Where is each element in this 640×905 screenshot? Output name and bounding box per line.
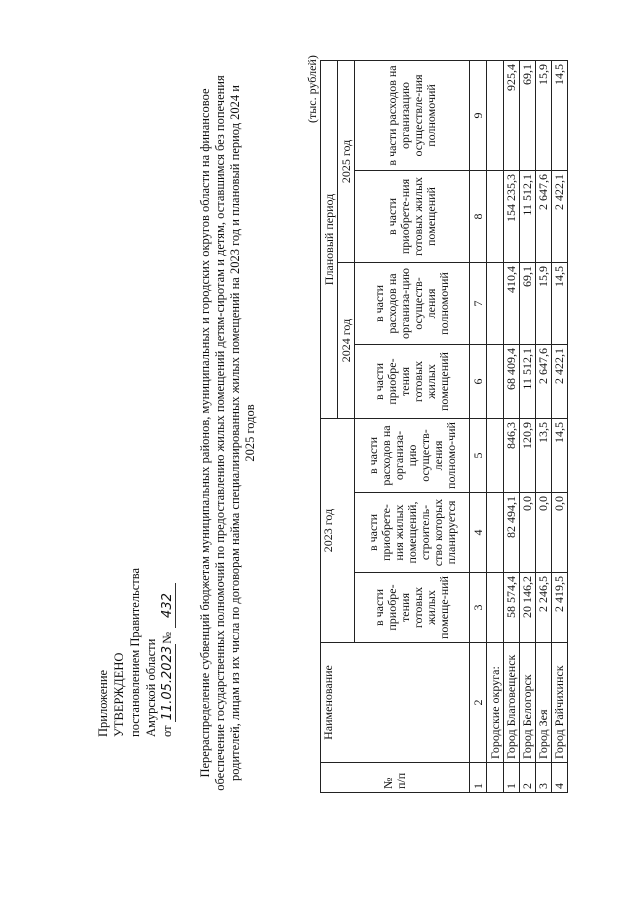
approval-date: 11.05.2023	[160, 645, 175, 721]
header-num: № п/п	[321, 763, 470, 793]
approval-number: 432	[160, 583, 176, 628]
cell-value: 2 246,5	[536, 573, 552, 643]
resolution-label: постановлением Правительства	[128, 567, 142, 737]
col-number: 8	[470, 171, 487, 263]
title-line-2: обеспечение государственных полномочий по предоставлению жилых помещений детям-сиротам и детям, оставшимся без попечения	[213, 75, 227, 791]
group-row	[487, 60, 504, 792]
cell-value: 846,3	[504, 419, 520, 493]
cell-value: 154 235,3	[504, 171, 520, 263]
header-col-8: в части приобрете-ния готовых жилых помещений	[355, 171, 470, 263]
header-col-9: в части расходов на организацию осуществле-ния полномочий	[355, 60, 470, 170]
header-name: Наименование	[321, 643, 470, 763]
table-row	[520, 60, 536, 792]
title-line-3: родителей, лицам из их числа по договорам найма специализированных жилых помещений на 2023 год и плановый период 2024 и	[228, 85, 242, 782]
region-label: Амурской области	[144, 638, 158, 737]
number-label: №	[160, 631, 174, 644]
cell-value: 2 422,1	[552, 171, 568, 263]
approved-label: УТВЕРЖДЕНО	[112, 652, 126, 737]
cell-value: 14,5	[552, 60, 568, 170]
cell-value: 68 409,4	[504, 345, 520, 419]
cell-value: 2 422,1	[552, 345, 568, 419]
title-line-1: Перераспределение субвенций бюджетам муниципальных районов, муниципальных и городских округов области на финансовое	[198, 88, 212, 778]
table-row	[536, 60, 552, 792]
row-num: 4	[552, 763, 568, 793]
cell-value: 120,9	[520, 419, 536, 493]
cell-value: 58 574,4	[504, 573, 520, 643]
table-row	[504, 60, 520, 792]
table-row	[552, 60, 568, 792]
col-number: 6	[470, 345, 487, 419]
header-2023: 2023 год	[321, 419, 355, 643]
cell-value: 13,5	[536, 419, 552, 493]
header-2024: 2024 год	[338, 263, 355, 419]
approval-block	[95, 507, 176, 737]
subsidy-table	[320, 60, 568, 793]
header-row-1	[321, 60, 338, 792]
cell-value: 14,5	[552, 263, 568, 345]
header-col-3: в части приобре-тения готовых жилых помеще-ний	[355, 573, 470, 643]
cell-value: 69,1	[520, 60, 536, 170]
cell-value: 2 647,6	[536, 171, 552, 263]
cell-value: 82 494,1	[504, 493, 520, 573]
header-col-6: в части приобре-тения готовых жилых помещений	[355, 345, 470, 419]
cell-value: 14,5	[552, 419, 568, 493]
header-plan-period: Плановый период	[321, 60, 338, 418]
col-number: 7	[470, 263, 487, 345]
cell-value: 410,4	[504, 263, 520, 345]
column-number-row	[470, 60, 487, 792]
col-number: 1	[470, 763, 487, 793]
document-title	[198, 73, 258, 793]
row-name: Город Белогорск	[520, 643, 536, 763]
cell-value: 0,0	[520, 493, 536, 573]
row-name: Город Райчихинск	[552, 643, 568, 763]
title-line-4: 2025 годов	[243, 404, 257, 462]
cell-value: 2 647,6	[536, 345, 552, 419]
cell-value: 925,4	[504, 60, 520, 170]
cell-value: 0,0	[552, 493, 568, 573]
cell-value: 11 512,1	[520, 171, 536, 263]
approval-date-line	[159, 507, 176, 737]
row-name: Город Благовещенск	[504, 643, 520, 763]
row-num: 2	[520, 763, 536, 793]
header-col-4: в части приобрете-ния жилых помещений, строитель-ство которых планируется	[355, 493, 470, 573]
col-number: 5	[470, 419, 487, 493]
col-number: 2	[470, 643, 487, 763]
row-num: 1	[504, 763, 520, 793]
header-col-7: в части расходов на организа-цию осуществ-ления полномочий	[355, 263, 470, 345]
cell-value: 11 512,1	[520, 345, 536, 419]
group-label: Городские округа:	[487, 643, 504, 763]
col-number: 4	[470, 493, 487, 573]
cell-value: 15,9	[536, 263, 552, 345]
col-number: 9	[470, 60, 487, 170]
header-2025: 2025 год	[338, 60, 355, 262]
cell-value: 15,9	[536, 60, 552, 170]
row-num: 3	[536, 763, 552, 793]
cell-value: 2 419,5	[552, 573, 568, 643]
cell-value: 20 146,2	[520, 573, 536, 643]
header-col-5: в части расходов на организа-цию осуществ-ления полномо-чий	[355, 419, 470, 493]
appendix-label: Приложение	[96, 669, 110, 737]
col-number: 3	[470, 573, 487, 643]
from-prefix: от	[160, 725, 174, 737]
unit-label: (тыс. рублей)	[305, 55, 319, 123]
cell-value: 69,1	[520, 263, 536, 345]
row-name: Город Зея	[536, 643, 552, 763]
cell-value: 0,0	[536, 493, 552, 573]
